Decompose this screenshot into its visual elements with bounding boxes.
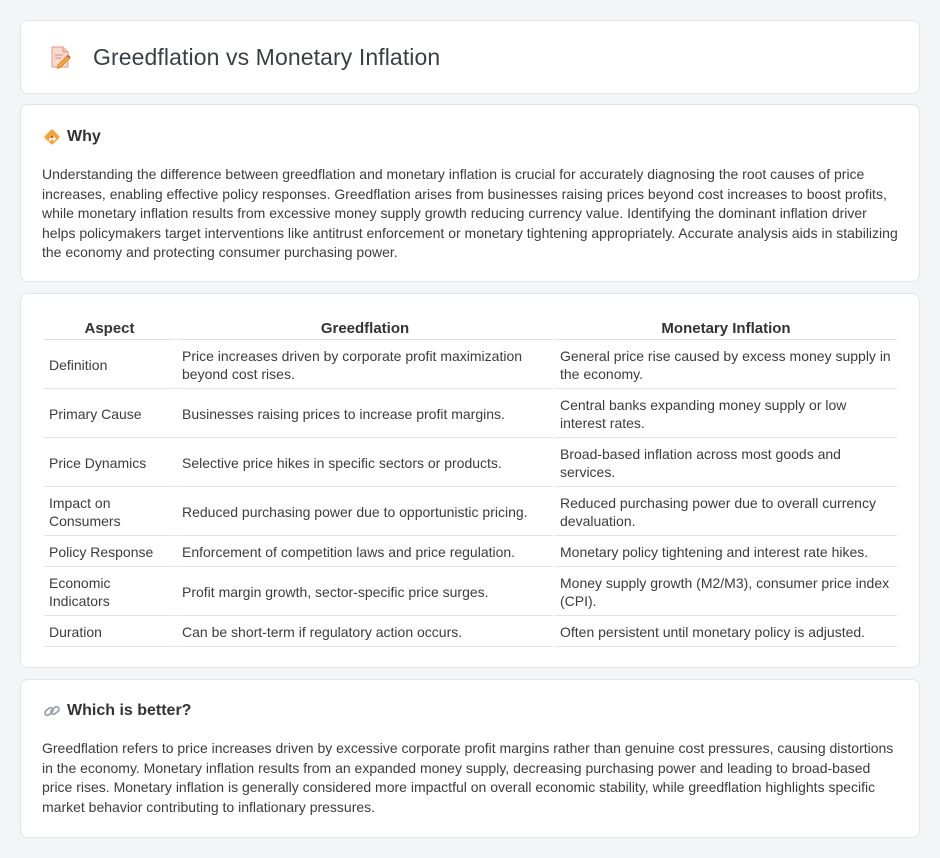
cell-monetary: Central banks expanding money supply or low interest rates. bbox=[555, 391, 897, 438]
table-row bbox=[44, 538, 897, 567]
table-row bbox=[44, 391, 897, 438]
cell-greedflation: Price increases driven by corporate profit maximization beyond cost rises. bbox=[177, 342, 553, 389]
table-row bbox=[44, 618, 897, 647]
which-is-better-section bbox=[20, 679, 920, 838]
cell-monetary: Broad-based inflation across most goods and services. bbox=[555, 440, 897, 487]
better-paragraph: Greedflation refers to price increases driven by excessive corporate profit margins rather than genuine cost pressures, causing distortions in the economy. Monetary inflation results from an expanded money supply, decreasing purchasing power and leading to broad-based price rises. Monetary inflation is generally considered more impactful on overall economic stability, while greedflation highlights specific market behavior contributing to inflationary pressures. bbox=[42, 740, 894, 815]
document-pencil-icon bbox=[47, 44, 73, 70]
cell-aspect: Price Dynamics bbox=[44, 440, 175, 487]
cell-aspect: Duration bbox=[44, 618, 175, 647]
cell-greedflation: Profit margin growth, sector-specific price surges. bbox=[177, 569, 553, 616]
header-card bbox=[20, 20, 920, 94]
cell-aspect: Impact on Consumers bbox=[44, 489, 175, 536]
cell-aspect: Policy Response bbox=[44, 538, 175, 567]
cell-monetary: Monetary policy tightening and interest rate hikes. bbox=[555, 538, 897, 567]
cell-greedflation: Businesses raising prices to increase profit margins. bbox=[177, 391, 553, 438]
table-row bbox=[44, 489, 897, 536]
cell-aspect: Primary Cause bbox=[44, 391, 175, 438]
table-header-row bbox=[44, 318, 897, 340]
better-heading-text: Which is better? bbox=[67, 702, 192, 719]
diamond-direction-icon bbox=[43, 128, 61, 146]
table-row bbox=[44, 342, 897, 389]
cell-monetary: General price rise caused by excess money supply in the economy. bbox=[555, 342, 897, 389]
comparison-table bbox=[42, 316, 899, 649]
cell-aspect: Definition bbox=[44, 342, 175, 389]
table-row bbox=[44, 569, 897, 616]
cell-monetary: Reduced purchasing power due to overall currency devaluation. bbox=[555, 489, 897, 536]
cell-greedflation: Selective price hikes in specific sectors or products. bbox=[177, 440, 553, 487]
table-row bbox=[44, 440, 897, 487]
header-greedflation: Greedflation bbox=[177, 318, 553, 340]
header-aspect: Aspect bbox=[44, 318, 175, 340]
page-title: Greedflation vs Monetary Inflation bbox=[93, 43, 441, 70]
cell-greedflation: Enforcement of competition laws and price regulation. bbox=[177, 538, 553, 567]
cell-aspect: Economic Indicators bbox=[44, 569, 175, 616]
why-paragraph: Understanding the difference between greedflation and monetary inflation is crucial for accurately diagnosing the root causes of price increases, enabling effective policy responses. Greedflation arises from businesses raising prices beyond cost increases to boost profits, while monetary inflation results from excessive money supply growth reducing currency value. Identifying the dominant inflation driver helps policymakers target interventions like antitrust enforcement or monetary tightening appropriately. Accurate analysis aids in stabilizing the economy and protecting consumer purchasing power. bbox=[42, 166, 898, 260]
cell-monetary: Often persistent until monetary policy is adjusted. bbox=[555, 618, 897, 647]
comparison-section bbox=[20, 293, 920, 668]
cell-greedflation: Reduced purchasing power due to opportunistic pricing. bbox=[177, 489, 553, 536]
cell-greedflation: Can be short-term if regulatory action occurs. bbox=[177, 618, 553, 647]
cell-monetary: Money supply growth (M2/M3), consumer price index (CPI). bbox=[555, 569, 897, 616]
why-heading-text: Why bbox=[67, 128, 101, 145]
better-heading bbox=[43, 702, 191, 720]
why-heading bbox=[43, 128, 101, 146]
header-monetary-inflation: Monetary Inflation bbox=[555, 318, 897, 340]
why-section bbox=[20, 104, 920, 282]
link-icon bbox=[43, 702, 61, 720]
